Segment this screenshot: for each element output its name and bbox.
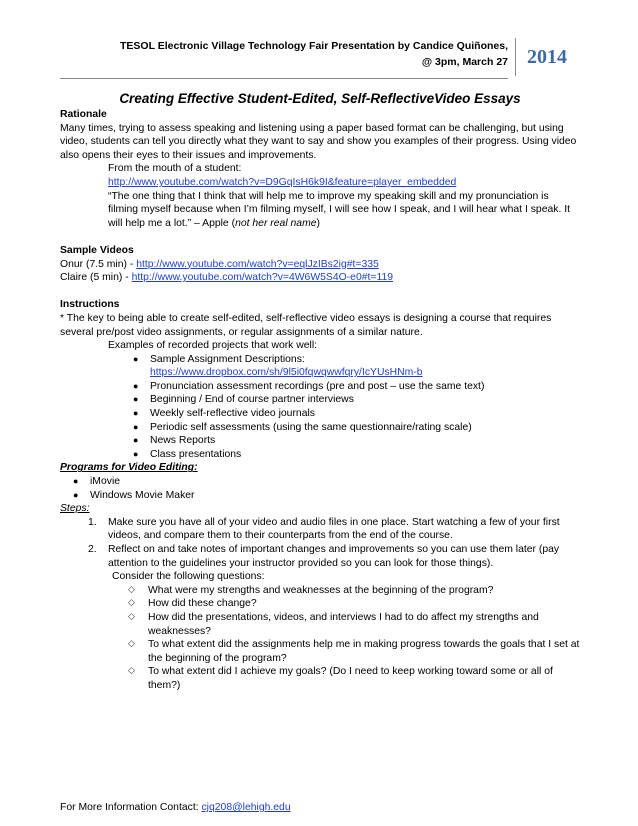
sample-video-link[interactable]: http://www.youtube.com/watch?v=4W6W5S4O-e0#t=119 (131, 272, 394, 284)
diamond-icon: ◇ (128, 665, 135, 676)
student-quote-text: “The one thing that I think that will help me to improve my speaking skill and my pronunciation is filming myself because when I’m filming myself, I will see how I speak, and I will hear what I speak. It will help me a lot.” – Apple ( (108, 190, 570, 229)
diamond-icon: ◇ (128, 583, 135, 594)
list-item-text: Class presentations (150, 448, 242, 460)
list-item (60, 380, 580, 394)
programs-heading: Programs for Video Editing: (60, 462, 198, 474)
programs-list (60, 475, 580, 502)
student-quote (60, 190, 580, 231)
rationale-heading: Rationale (60, 109, 107, 120)
list-item-text: iMovie (90, 476, 121, 488)
page-footer (60, 802, 291, 813)
header-text (120, 38, 508, 70)
list-item (60, 611, 580, 638)
diamond-icon: ◇ (128, 610, 135, 621)
bullet-icon: ● (133, 448, 139, 459)
student-video-link[interactable]: http://www.youtube.com/watch?v=D9GqIsH6k9I&feature=player_embedded (108, 176, 457, 188)
sample-video-item (60, 258, 580, 272)
step-text: Reflect on and take notes of important changes and improvements so you can use them later (pay attention to the guidelines your instructor provided so you can look for those things). (108, 544, 560, 569)
sample-video-label: Claire (5 min) - (60, 272, 132, 284)
sample-video-link[interactable]: http://www.youtube.com/watch?v=eqlJzIBs2ig#t=335 (136, 258, 379, 270)
question-text: What were my strengths and weaknesses at the beginning of the program? (148, 584, 494, 596)
step-text: Make sure you have all of your video and audio files in one place. Start watching a few of your first videos, and compare them to their counterparts from the end of the course. (108, 516, 560, 542)
bullet-icon: ● (73, 476, 79, 487)
header-line-1: TESOL Electronic Village Technology Fair Presentation by Candice Quiñones, (119, 40, 508, 52)
bullet-icon: ● (133, 394, 139, 405)
header-year: 2014 (515, 38, 578, 76)
examples-list (60, 353, 580, 462)
list-item-text: Pronunciation assessment recordings (pre and post – use the same text) (150, 380, 485, 392)
diamond-icon: ◇ (128, 597, 135, 608)
question-text: How did the presentations, videos, and interviews I had to do affect my strengths and weaknesses? (148, 611, 539, 637)
instructions-body: * The key to being able to create self-edited, self-reflective video essays is designing a course that requires several pre/post video assignments, or regular assignments of a similar nature. (60, 312, 552, 338)
list-item (60, 584, 580, 598)
sample-video-label: Onur (7.5 min) - (60, 258, 137, 270)
examples-intro: Examples of recorded projects that work well: (108, 340, 318, 352)
list-item (60, 448, 580, 462)
question-text: To what extent did I achieve my goals? (Do I need to keep working toward some or all of them?) (148, 666, 553, 691)
list-item (60, 393, 580, 407)
list-item (60, 421, 580, 435)
list-item-text: Beginning / End of course partner interviews (150, 394, 354, 406)
header-line-2: @ 3pm, March 27 (421, 56, 508, 68)
contact-email-link[interactable]: cjq208@lehigh.edu (201, 802, 291, 813)
step-subtext: Consider the following questions: (112, 571, 265, 583)
student-quote-end: ) (316, 217, 320, 229)
list-item (60, 475, 580, 489)
question-text: To what extent did the assignments help me in making progress towards the goals that I set at the beginning of the program? (148, 639, 580, 664)
list-item (60, 665, 580, 692)
list-item (60, 353, 580, 380)
sample-video-item (60, 271, 580, 285)
list-item (60, 638, 580, 665)
diamond-icon: ◇ (128, 638, 135, 649)
document-title: Creating Effective Student-Edited, Self-ReflectiveVideo Essays (119, 91, 521, 106)
list-item-text: Sample Assignment Descriptions: (150, 353, 305, 365)
bullet-icon: ● (73, 489, 79, 500)
bullet-icon: ● (133, 435, 139, 446)
student-quote-note: not her real name (235, 217, 317, 229)
step-item (60, 543, 580, 584)
step-number: 1. (88, 516, 97, 528)
list-item (60, 434, 580, 448)
step-item (60, 516, 580, 543)
list-item-text: Weekly self-reflective video journals (150, 408, 315, 420)
list-item-text: Windows Movie Maker (90, 489, 195, 501)
document-body (60, 90, 580, 693)
list-item-text: News Reports (150, 435, 216, 447)
bullet-icon: ● (133, 353, 139, 364)
list-item (60, 489, 580, 503)
list-item-text: Periodic self assessments (using the same questionnaire/rating scale) (150, 421, 472, 433)
steps-list (60, 516, 580, 584)
steps-heading: Steps: (60, 503, 90, 515)
bullet-icon: ● (133, 421, 139, 432)
student-quote-intro: From the mouth of a student: (108, 163, 242, 175)
list-item (60, 407, 580, 421)
sample-videos-heading: Sample Videos (60, 244, 134, 256)
header-rule (60, 78, 508, 79)
bullet-icon: ● (133, 380, 139, 391)
footer-label: For More Information Contact: (60, 802, 202, 813)
list-item (60, 597, 580, 611)
question-text: How did these change? (148, 598, 257, 610)
dropbox-link[interactable]: https://www.dropbox.com/sh/9l5i0fqwqwwfqry/IcYUsHNm-b (150, 367, 423, 379)
page-header (60, 38, 578, 80)
instructions-heading: Instructions (60, 299, 120, 311)
step-number: 2. (88, 544, 97, 555)
rationale-body: Many times, trying to assess speaking and listening using a paper based format can be challenging, but using video, students can tell you directly what they want to say and show you examples of their progress. Using video also opens their eyes to their issues and improvements. (60, 122, 577, 161)
bullet-icon: ● (133, 408, 139, 419)
questions-list (60, 584, 580, 693)
